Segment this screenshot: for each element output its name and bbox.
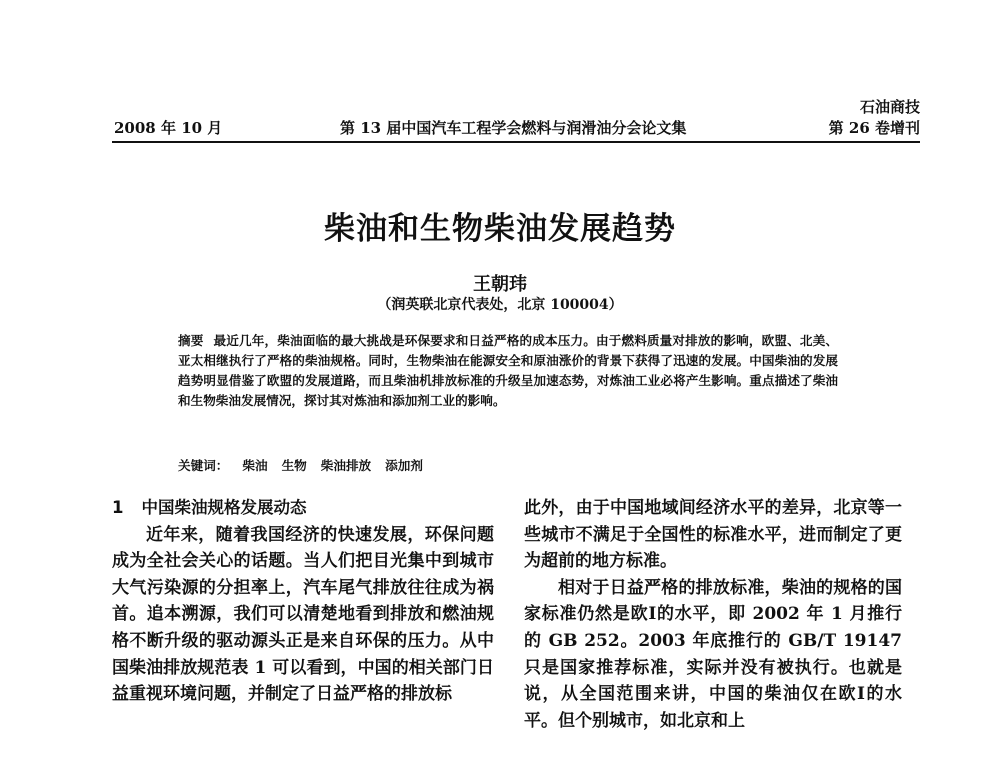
keyword: 柴油: [242, 458, 268, 473]
keywords-label: 关键词：: [178, 458, 229, 473]
issue-date: 2008 年 10 月: [114, 119, 223, 137]
body-column-left: [112, 495, 494, 708]
body-paragraph: 近年来，随着我国经济的快速发展，环保问题成为全社会关心的话题。当人们把目光集中到城市大气污染源的分担率上，汽车尾气排放往往成为祸首。追本溯源，我们可以清楚地看到排放和燃油规格不断升级的驱动源头正是来自环保的压力。从中国柴油排放规范表 1 可以看到，中国的相关部门日益重视环境问题，并制定了日益严格的排放标: [112, 524, 494, 705]
abstract: [178, 331, 838, 411]
author-name: 王朝玮: [473, 274, 527, 295]
body-column-right: [524, 495, 902, 734]
article-title: 柴油和生物柴油发展趋势: [324, 211, 676, 247]
author-affiliation: （润英联北京代表处，北京 100004）: [377, 297, 623, 313]
journal-name: 石油商技: [859, 98, 920, 116]
keyword: 生物: [281, 458, 307, 473]
section-title: 中国柴油规格发展动态: [141, 498, 307, 517]
abstract-label: 摘要: [178, 333, 204, 348]
keyword: 添加剂: [385, 458, 423, 473]
body-paragraph: 相对于日益严格的排放标准，柴油的规格的国家标准仍然是欧Ⅰ的水平，即 2002 年 1 月推行的 GB 252。2003 年底推行的 GB/T 19147 只是国家推荐标准，实际并没有被执行。也就是说，从全国范围来讲，中国的柴油仅在欧Ⅰ的水平。但个别城市，如北京和上: [524, 577, 902, 731]
volume-info: 第 26 卷增刊: [828, 119, 920, 137]
keyword: 柴油排放: [320, 458, 372, 473]
section-number: 1: [112, 498, 124, 517]
header-rule: [112, 141, 920, 143]
abstract-text: 最近几年，柴油面临的最大挑战是环保要求和日益严格的成本压力。由于燃料质量对排放的影响，欧盟、北美、亚太相继执行了严格的柴油规格。同时，生物柴油在能源安全和原油涨价的背景下获得了迅速的发展。中国柴油的发展趋势明显借鉴了欧盟的发展道路，而且柴油机排放标准的升级呈加速态势，对炼油工业必将产生影响。重点描述了柴油和生物柴油发展情况，探讨其对炼油和添加剂工业的影响。: [178, 333, 839, 408]
keywords: [178, 455, 838, 474]
proceedings-title: 第 13 届中国汽车工程学会燃料与润滑油分会论文集: [340, 119, 687, 137]
section-heading: [112, 495, 494, 522]
body-paragraph: 此外，由于中国地域间经济水平的差异，北京等一些城市不满足于全国性的标准水平，进而制定了更为超前的地方标准。: [524, 498, 902, 572]
